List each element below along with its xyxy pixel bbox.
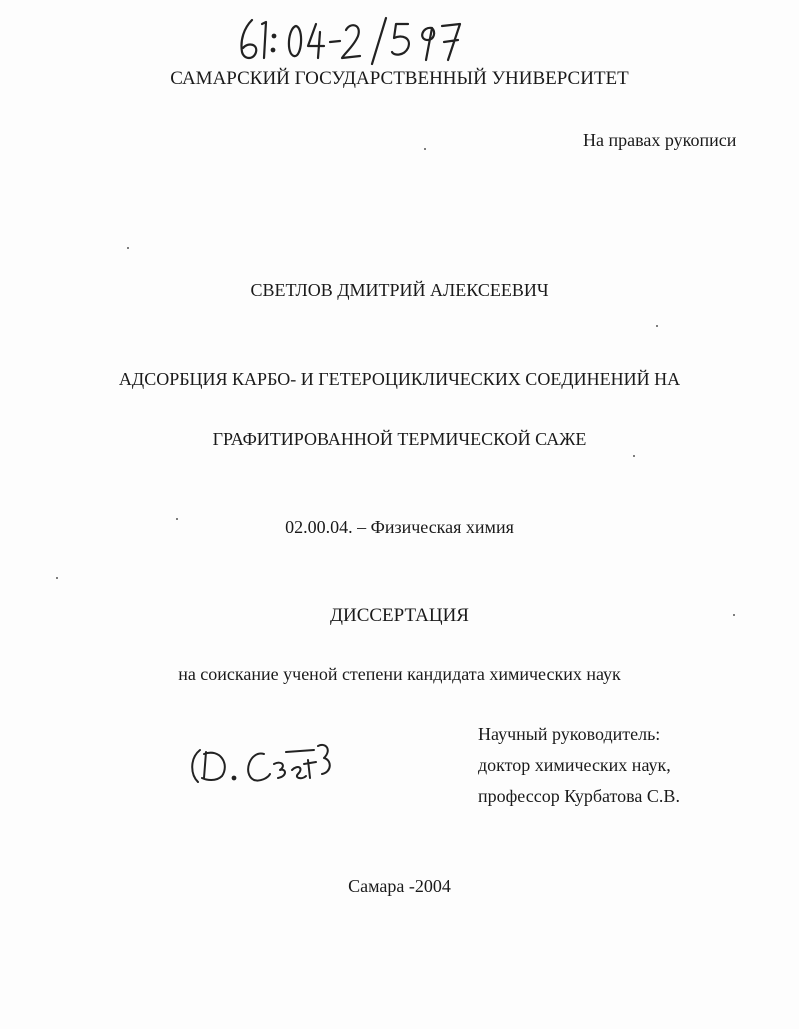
title-line-1: АДСОРБЦИЯ КАРБО- И ГЕТЕРОЦИКЛИЧЕСКИХ СОЕДИНЕНИЙ НА [118, 369, 681, 389]
supervisor-block [478, 723, 778, 816]
author-name: СВЕТЛОВ ДМИТРИЙ АЛЕКСЕЕВИЧ [250, 280, 549, 300]
document-type: ДИССЕРТАЦИЯ [330, 605, 469, 626]
scan-speck [656, 325, 658, 327]
handwritten-signature [186, 738, 336, 790]
supervisor-name: профессор Курбатова С.В. [478, 786, 680, 806]
title-line-2: ГРАФИТИРОВАННОЙ ТЕРМИЧЕСКОЙ САЖЕ [212, 429, 587, 449]
supervisor-label: Научный руководитель: [478, 724, 661, 744]
scan-speck [633, 455, 635, 457]
scan-speck [733, 614, 735, 616]
manuscript-rights-note: На правах рукописи [583, 130, 737, 150]
scan-speck [127, 247, 129, 249]
scan-speck [56, 577, 58, 579]
supervisor-degree: доктор химических наук, [478, 755, 671, 775]
specialty-code: 02.00.04. – Физическая химия [285, 517, 514, 537]
university-name: САМАРСКИЙ ГОСУДАРСТВЕННЫЙ УНИВЕРСИТЕТ [170, 68, 629, 89]
scan-speck [176, 518, 178, 520]
scan-speck [424, 148, 426, 150]
handwritten-archive-number [236, 14, 464, 66]
degree-statement: на соискание ученой степени кандидата химических наук [178, 664, 621, 684]
city-year: Самара -2004 [348, 876, 451, 896]
